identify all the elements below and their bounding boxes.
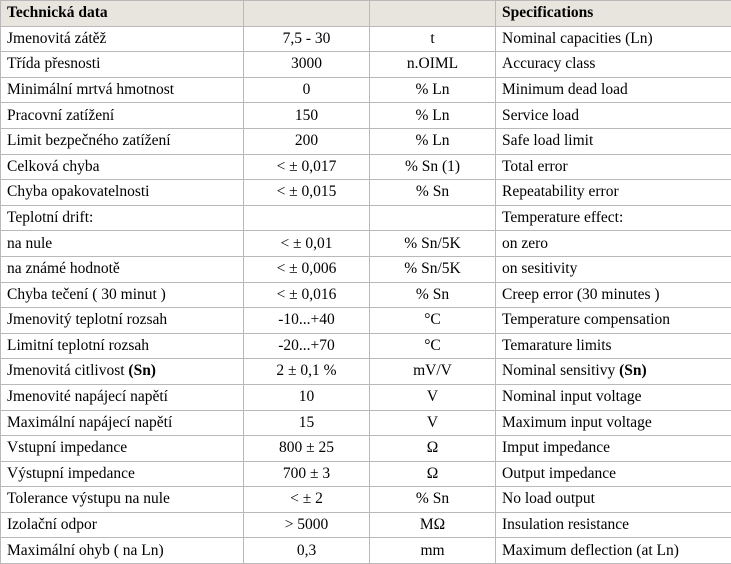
header-cell-value	[244, 1, 370, 27]
row-spec: Nominal capacities (Ln)	[496, 26, 731, 52]
row-spec: No load output	[496, 487, 731, 513]
row-value: 3000	[244, 52, 370, 78]
table-row	[1, 180, 731, 206]
row-value: < ± 0,017	[244, 154, 370, 180]
row-value: 800 ± 25	[244, 436, 370, 462]
row-unit: n.OIML	[370, 52, 496, 78]
row-label: Tolerance výstupu na nule	[1, 487, 244, 513]
row-label: Chyba opakovatelnosti	[1, 180, 244, 206]
row-label: Třída přesnosti	[1, 52, 244, 78]
row-value: 150	[244, 103, 370, 129]
row-label: Jmenovitá citlivost (Sn)	[1, 359, 244, 385]
row-spec: Nominal input voltage	[496, 384, 731, 410]
row-value	[244, 205, 370, 231]
table-row	[1, 308, 731, 334]
table-row	[1, 512, 731, 538]
row-label: Limitní teplotní rozsah	[1, 333, 244, 359]
row-unit: % Sn	[370, 282, 496, 308]
row-spec: on sesitivity	[496, 256, 731, 282]
table-row	[1, 333, 731, 359]
row-value: 700 ± 3	[244, 461, 370, 487]
row-value: 10	[244, 384, 370, 410]
row-unit: mm	[370, 538, 496, 564]
row-label: na nule	[1, 231, 244, 257]
row-spec: Maximum deflection (at Ln)	[496, 538, 731, 564]
header-cell-technicka-data: Technická data	[1, 1, 244, 27]
row-value: < ± 0,015	[244, 180, 370, 206]
row-unit: mV/V	[370, 359, 496, 385]
table-header-row	[1, 1, 731, 27]
row-spec: Temarature limits	[496, 333, 731, 359]
row-unit: °C	[370, 333, 496, 359]
row-unit: % Sn (1)	[370, 154, 496, 180]
row-label: Jmenovitá zátěž	[1, 26, 244, 52]
row-spec: Accuracy class	[496, 52, 731, 78]
table-row	[1, 103, 731, 129]
row-unit: % Ln	[370, 103, 496, 129]
row-unit: % Sn	[370, 487, 496, 513]
row-spec: Maximum input voltage	[496, 410, 731, 436]
row-spec: Total error	[496, 154, 731, 180]
table-row	[1, 359, 731, 385]
row-value: 0	[244, 77, 370, 103]
row-spec: Repeatability error	[496, 180, 731, 206]
table-row	[1, 205, 731, 231]
row-label: Celková chyba	[1, 154, 244, 180]
row-spec: on zero	[496, 231, 731, 257]
header-cell-unit	[370, 1, 496, 27]
row-label: Minimální mrtvá hmotnost	[1, 77, 244, 103]
row-label: Maximální ohyb ( na Ln)	[1, 538, 244, 564]
table-row	[1, 256, 731, 282]
row-unit: V	[370, 384, 496, 410]
table-row	[1, 52, 731, 78]
row-unit: % Ln	[370, 128, 496, 154]
table-row	[1, 154, 731, 180]
row-spec: Minimum dead load	[496, 77, 731, 103]
row-unit: °C	[370, 308, 496, 334]
row-unit: % Sn	[370, 180, 496, 206]
header-cell-specifications: Specifications	[496, 1, 731, 27]
row-value: 7,5 - 30	[244, 26, 370, 52]
row-spec: Insulation resistance	[496, 512, 731, 538]
row-spec: Creep error (30 minutes )	[496, 282, 731, 308]
row-value: -10...+40	[244, 308, 370, 334]
row-label: Chyba tečení ( 30 minut )	[1, 282, 244, 308]
row-label: Pracovní zatížení	[1, 103, 244, 129]
table-row	[1, 538, 731, 564]
row-value: < ± 0,016	[244, 282, 370, 308]
table-row	[1, 410, 731, 436]
row-value: < ± 2	[244, 487, 370, 513]
row-unit: % Sn/5K	[370, 256, 496, 282]
row-label: Výstupní impedance	[1, 461, 244, 487]
row-value: 15	[244, 410, 370, 436]
table-row	[1, 282, 731, 308]
row-label: Limit bezpečného zatížení	[1, 128, 244, 154]
table-row	[1, 487, 731, 513]
row-unit: Ω	[370, 436, 496, 462]
row-label: Jmenovitý teplotní rozsah	[1, 308, 244, 334]
table-row	[1, 26, 731, 52]
row-unit: % Sn/5K	[370, 231, 496, 257]
row-label: Vstupní impedance	[1, 436, 244, 462]
row-spec: Output impedance	[496, 461, 731, 487]
row-unit	[370, 205, 496, 231]
table-row	[1, 231, 731, 257]
row-label: Maximální napájecí napětí	[1, 410, 244, 436]
row-spec: Safe load limit	[496, 128, 731, 154]
table-body	[1, 1, 731, 564]
row-spec: Nominal sensitivy (Sn)	[496, 359, 731, 385]
table-row	[1, 384, 731, 410]
row-value: -20...+70	[244, 333, 370, 359]
table-row	[1, 461, 731, 487]
row-unit: t	[370, 26, 496, 52]
row-spec: Temperature effect:	[496, 205, 731, 231]
row-unit: % Ln	[370, 77, 496, 103]
row-unit: Ω	[370, 461, 496, 487]
row-value: 0,3	[244, 538, 370, 564]
row-label: na známé hodnotě	[1, 256, 244, 282]
row-label: Izolační odpor	[1, 512, 244, 538]
row-spec: Temperature compensation	[496, 308, 731, 334]
table-row	[1, 77, 731, 103]
row-spec: Imput impedance	[496, 436, 731, 462]
row-label: Jmenovité napájecí napětí	[1, 384, 244, 410]
row-value: < ± 0,006	[244, 256, 370, 282]
row-spec: Service load	[496, 103, 731, 129]
row-value: < ± 0,01	[244, 231, 370, 257]
row-value: 2 ± 0,1 %	[244, 359, 370, 385]
table-row	[1, 436, 731, 462]
row-unit: MΩ	[370, 512, 496, 538]
row-value: > 5000	[244, 512, 370, 538]
row-unit: V	[370, 410, 496, 436]
row-value: 200	[244, 128, 370, 154]
table-row	[1, 128, 731, 154]
row-label: Teplotní drift:	[1, 205, 244, 231]
